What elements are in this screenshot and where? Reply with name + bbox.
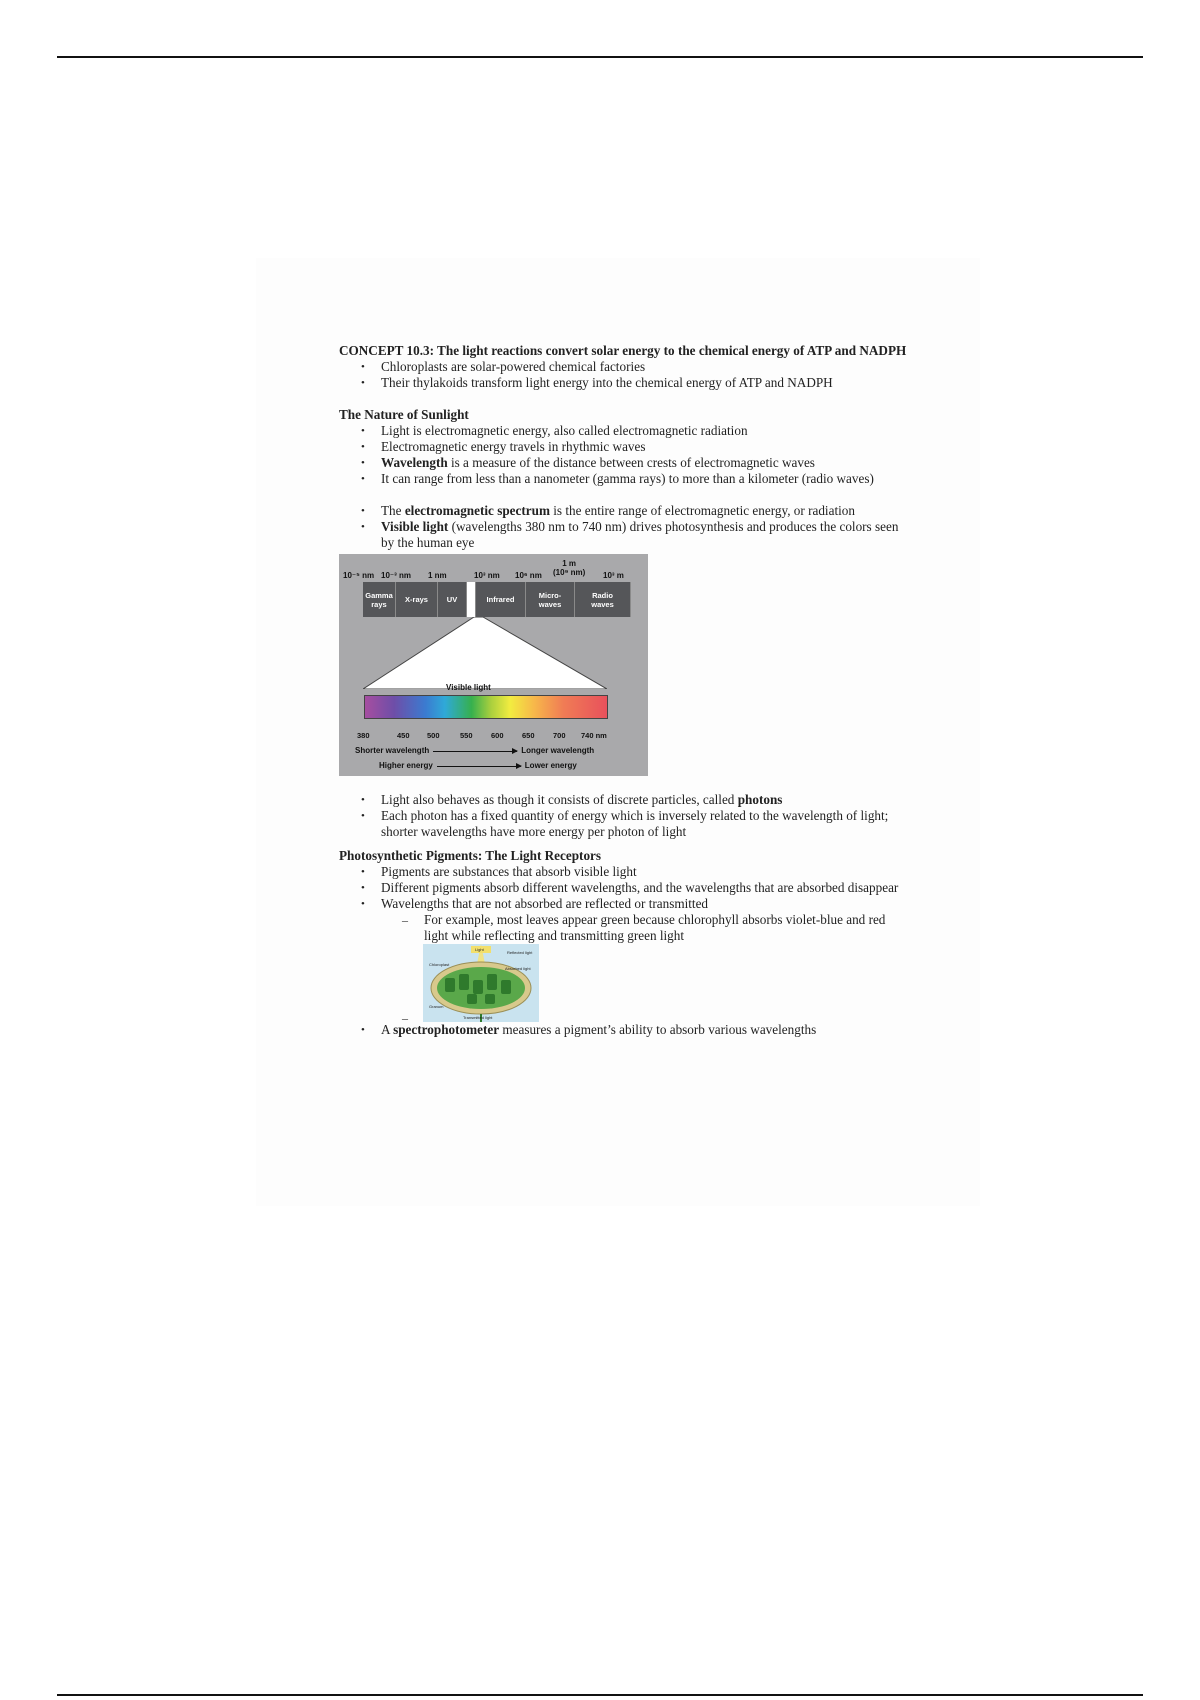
nm-label: 700: [553, 731, 566, 740]
chloroplast-label: Granum: [429, 1004, 444, 1009]
term-electromagnetic-spectrum: electromagnetic spectrum: [404, 503, 550, 518]
text-fragment: Light also behaves as though it consists of discrete particles, called: [381, 792, 738, 807]
list-item: • Different pigments absorb different wavelengths, and the wavelengths that are absorbed disappear: [381, 880, 909, 896]
chloroplast-label: Light: [475, 947, 484, 952]
nm-label: 550: [460, 731, 473, 740]
nm-label: 450: [397, 731, 410, 740]
tick-label: 10⁶ nm: [515, 571, 542, 580]
shorter-wavelength-label: Shorter wavelength: [355, 746, 430, 755]
pigment-bullets: [339, 864, 909, 912]
band-radio-waves: Radio waves: [575, 582, 631, 617]
wavelength-arrow: [355, 743, 594, 759]
text-fragment: The: [381, 503, 405, 518]
list-item: [381, 792, 909, 808]
section-heading-sunlight: The Nature of Sunlight: [339, 407, 469, 422]
spectrophotometer-bullet: [339, 1022, 909, 1038]
term-wavelength: Wavelength: [381, 455, 448, 470]
list-item: [381, 455, 909, 471]
list-item: • Light is electromagnetic energy, also called electromagnetic radiation: [381, 423, 909, 439]
list-item: • It can range from less than a nanometer (gamma rays) to more than a kilometer (radio waves): [381, 471, 909, 487]
longer-wavelength-label: Longer wavelength: [521, 746, 595, 755]
term-visible-light: Visible light: [381, 519, 449, 534]
section-heading-pigments: Photosynthetic Pigments: The Light Receptors: [339, 848, 602, 863]
sub-list-item: – For example, most leaves appear green because chlorophyll absorbs violet-blue and red light while reflecting and transmitting green light: [424, 912, 909, 944]
definition-text: (wavelengths 380 nm to 740 nm) drives photosynthesis and produces the colors seen by the human eye: [381, 519, 899, 550]
term-spectrophotometer: spectrophotometer: [393, 1022, 500, 1037]
document-body: [339, 343, 909, 1038]
list-item: • Electromagnetic energy travels in rhythmic waves: [381, 439, 909, 455]
definition-text: measures a pigment’s ability to absorb various wavelengths: [499, 1022, 817, 1037]
electromagnetic-spectrum-figure: [339, 554, 648, 776]
band-gamma-rays: Gamma rays: [363, 582, 396, 617]
band-x-rays: X-rays: [396, 582, 438, 617]
tick-label: 1 nm: [428, 571, 447, 580]
tick-label: 10³ m: [603, 571, 624, 580]
text-fragment: A: [381, 1022, 394, 1037]
term-photons: photons: [737, 792, 783, 807]
visible-spectrum-gradient: [364, 695, 608, 719]
band-uv: UV: [438, 582, 467, 617]
list-item: [381, 519, 909, 551]
photon-bullets: [339, 792, 909, 840]
chloroplast-label: Absorbed light: [505, 966, 531, 971]
list-item: • Their thylakoids transform light energy into the chemical energy of ATP and NADPH: [381, 375, 909, 391]
spectrum-bands: [363, 582, 631, 617]
tick-label: 10⁻⁵ nm: [343, 571, 375, 580]
tick-label: 10⁻³ nm: [381, 571, 412, 580]
higher-energy-label: Higher energy: [379, 761, 433, 770]
nm-scale: [357, 728, 638, 738]
concept-bullets: [339, 359, 909, 391]
chloroplast-figure-row: [339, 944, 909, 1025]
list-item: [381, 503, 909, 519]
nm-label: 740 nm: [581, 731, 607, 740]
arrow-line: [433, 751, 517, 752]
lower-energy-label: Lower energy: [524, 761, 577, 770]
arrow-line: [437, 766, 521, 767]
pigment-subbullets: [339, 912, 909, 944]
header-rule: [57, 56, 1143, 58]
sunlight-bullets: [339, 423, 909, 487]
nm-label: 600: [491, 731, 504, 740]
nm-label: 380: [357, 731, 370, 740]
tick-label: 1 m (10⁹ nm): [553, 559, 586, 577]
concept-title: CONCEPT 10.3: The light reactions convert solar energy to the chemical energy of ATP and NADPH: [339, 343, 907, 358]
energy-arrow: [379, 758, 577, 774]
chloroplast-label: Reflected light: [507, 950, 533, 955]
band-microwaves: Micro- waves: [526, 582, 575, 617]
footer-rule: [57, 1694, 1143, 1696]
chloroplast-label: Chloroplast: [429, 962, 450, 967]
list-item: • Each photon has a fixed quantity of energy which is inversely related to the wavelength of light; shorter wavelengths have more energy per photon of light: [381, 808, 909, 840]
band-infrared: Infrared: [476, 582, 526, 617]
nm-label: 500: [427, 731, 440, 740]
chloroplast-label: Transmitted light: [463, 1015, 493, 1020]
chloroplast-figure: [423, 944, 539, 1022]
definition-text: is a measure of the distance between crests of electromagnetic waves: [447, 455, 815, 470]
visible-light-expansion: [363, 617, 607, 689]
sub-list-dash: –: [402, 1011, 408, 1025]
definition-text: is the entire range of electromagnetic energy, or radiation: [549, 503, 855, 518]
list-item: • Wavelengths that are not absorbed are reflected or transmitted: [381, 896, 909, 912]
nm-label: 650: [522, 731, 535, 740]
visible-band-slot: [467, 582, 476, 617]
wavelength-ticks: [343, 561, 644, 581]
visible-light-label: Visible light: [446, 683, 491, 692]
list-item: • Chloroplasts are solar-powered chemical factories: [381, 359, 909, 375]
spectrum-bullets: [339, 503, 909, 551]
tick-label: 10³ nm: [474, 571, 500, 580]
list-item: • Pigments are substances that absorb visible light: [381, 864, 909, 880]
list-item: [381, 1022, 909, 1038]
